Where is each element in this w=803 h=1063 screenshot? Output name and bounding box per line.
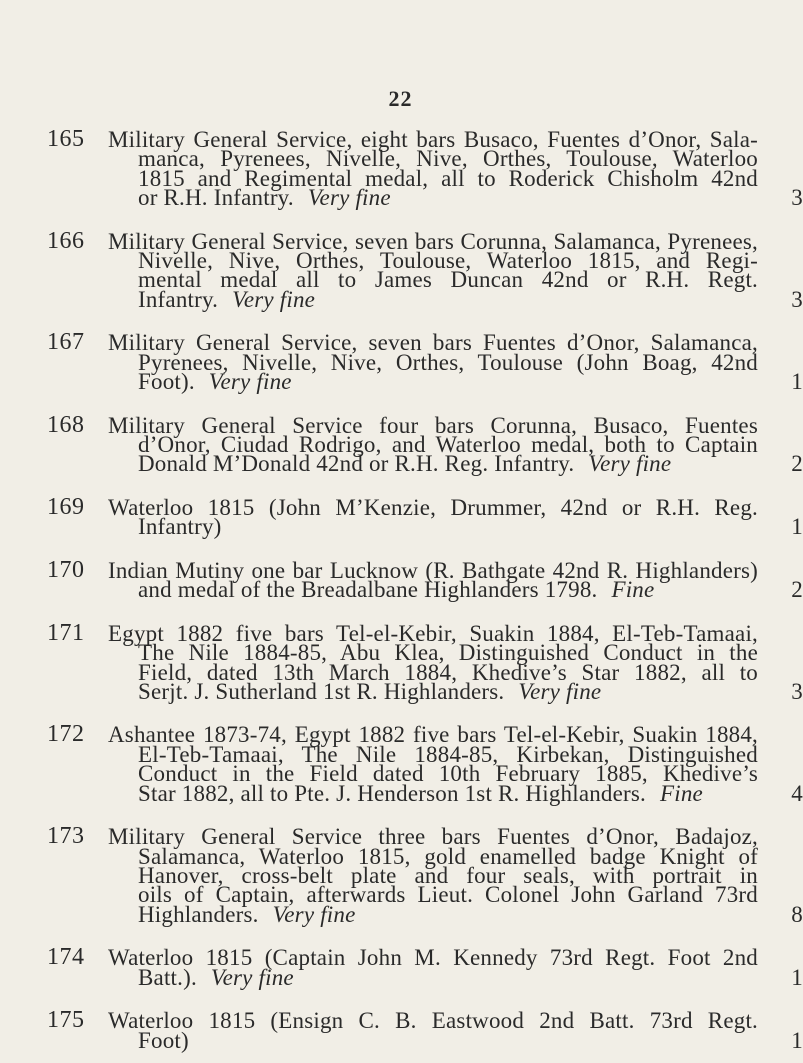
lot-description	[108, 412, 803, 477]
lot-estimate: 8	[791, 901, 803, 927]
description-line: 1815 and Regimental medal, all to Roderick Chisholm 42nd	[138, 165, 758, 191]
lot-estimate: 4	[791, 780, 803, 806]
description-line: Military General Service four bars Corunna, Busaco, Fuentes	[108, 412, 758, 438]
condition-grade: Very fine	[208, 369, 292, 395]
description-line: Waterloo 1815 (Captain John M. Kennedy 73rd Regt. Foot 2nd	[108, 945, 758, 971]
description-line-last	[108, 901, 803, 927]
lot-estimate: 1	[791, 964, 803, 990]
lot-number: 165	[47, 126, 85, 152]
description-line-last	[108, 185, 803, 211]
description-text: and medal of the Breadalbane Highlanders 1798.	[138, 577, 598, 603]
description-line: mental medal all to James Duncan 42nd or R.H. Regt.	[138, 267, 758, 293]
description-line: Egypt 1882 five bars Tel-el-Kebir, Suakin 1884, El-Teb-Tamaai,	[108, 620, 758, 646]
lot-description	[108, 722, 803, 806]
lot-estimate: 3	[791, 678, 803, 704]
description-text: Donald M’Donald 42nd or R.H. Reg. Infantry.	[138, 451, 575, 477]
lot-description	[108, 945, 803, 990]
description-text: Infantry)	[138, 514, 222, 540]
description-line-last	[108, 286, 803, 312]
condition-grade: Very fine	[518, 678, 602, 704]
lot-description	[108, 620, 803, 704]
description-text: Foot).	[138, 369, 195, 395]
lot-estimate: 1	[791, 369, 803, 395]
description-line: Military General Service three bars Fuentes d’Onor, Badajoz,	[108, 824, 758, 850]
condition-grade: Very fine	[272, 901, 356, 927]
description-line-last	[108, 1027, 803, 1053]
lot-number: 168	[47, 411, 85, 438]
description-line: Field, dated 13th March 1884, Khedive’s Star 1882, all to	[138, 659, 758, 685]
description-line: Ashantee 1873-74, Egypt 1882 five bars Tel-el-Kebir, Suakin 1884,	[108, 722, 758, 748]
lot-number: 175	[47, 1007, 85, 1034]
lot-description	[108, 330, 803, 395]
lot-description	[108, 495, 803, 540]
description-line: Conduct in the Field dated 10th February 1885, Khedive’s	[138, 761, 758, 787]
description-text: or R.H. Infantry.	[138, 185, 294, 211]
description-line: Nivelle, Nive, Orthes, Toulouse, Waterloo 1815, and Regi-	[138, 248, 758, 274]
description-line: Waterloo 1815 (John M’Kenzie, Drummer, 42nd or R.H. Reg.	[108, 495, 758, 520]
description-line-last	[108, 514, 803, 540]
lot-estimate: 1	[791, 514, 803, 540]
lot-number: 169	[47, 494, 85, 520]
lot-estimate: 2	[791, 451, 803, 477]
description-text: Star 1882, all to Pte. J. Henderson 1st R. Highlanders.	[138, 780, 647, 806]
description-line: oils of Captain, afterwards Lieut. Colonel John Garland 73rd	[138, 882, 758, 908]
lot-number: 171	[47, 619, 85, 646]
condition-grade: Fine	[611, 577, 655, 603]
description-line: El-Teb-Tamaai, The Nile 1884-85, Kirbekan, Distinguished	[138, 741, 758, 767]
description-text: Serjt. J. Sutherland 1st R. Highlanders.	[138, 678, 505, 704]
lot-number: 166	[47, 227, 85, 254]
condition-grade: Very fine	[588, 451, 672, 477]
lot-estimate: 3	[791, 286, 803, 312]
lot-estimate: 2	[791, 577, 803, 603]
description-text: Batt.).	[138, 964, 197, 990]
description-line-last	[108, 780, 803, 806]
lot-description	[108, 557, 803, 603]
lot-estimate: 1	[791, 1027, 803, 1053]
description-line-last	[108, 964, 803, 990]
description-text: Foot)	[138, 1027, 189, 1053]
condition-grade: Very fine	[307, 185, 391, 211]
description-line: The Nile 1884-85, Abu Klea, Distinguished Conduct in the	[138, 640, 758, 666]
description-line: Military General Service, eight bars Busaco, Fuentes d’Onor, Sala-	[108, 127, 758, 152]
description-line: Salamanca, Waterloo 1815, gold enamelled badge Knight of	[138, 843, 758, 869]
description-line: Hanover, cross-belt plate and four seals, with portrait in	[138, 862, 758, 888]
description-line: Indian Mutiny one bar Lucknow (R. Bathgate 42nd R. Highlanders)	[108, 557, 758, 583]
description-line: Waterloo 1815 (Ensign C. B. Eastwood 2nd Batt. 73rd Regt.	[108, 1008, 758, 1034]
description-line: Pyrenees, Nivelle, Nive, Orthes, Toulouse (John Boag, 42nd	[138, 349, 758, 375]
description-line: Military General Service, seven bars Fuentes d’Onor, Salamanca,	[108, 330, 758, 356]
condition-grade: Very fine	[232, 286, 316, 312]
lot-number: 167	[47, 329, 85, 356]
lot-description	[108, 228, 803, 312]
lot-description	[108, 1008, 803, 1053]
lot-number: 170	[47, 556, 85, 583]
description-line: Military General Service, seven bars Corunna, Salamanca, Pyrenees,	[108, 228, 758, 254]
lot-number: 174	[47, 944, 85, 971]
lot-number: 173	[47, 823, 85, 850]
lot-estimate: 3	[791, 185, 803, 211]
description-line: d’Onor, Ciudad Rodrigo, and Waterloo medal, both to Captain	[138, 432, 758, 458]
lot-description	[108, 824, 803, 927]
description-line-last	[108, 678, 803, 704]
description-line-last	[108, 451, 803, 477]
description-line: manca, Pyrenees, Nivelle, Nive, Orthes, Toulouse, Waterloo	[138, 146, 758, 172]
lot-number: 172	[47, 721, 85, 748]
description-text: Highlanders.	[138, 901, 259, 927]
description-line-last	[108, 577, 803, 603]
page-number: 22	[388, 86, 413, 111]
description-line-last	[108, 369, 803, 395]
lot-description	[108, 127, 803, 211]
condition-grade: Fine	[660, 780, 703, 806]
description-text: Infantry.	[138, 286, 219, 312]
condition-grade: Very fine	[210, 964, 294, 990]
